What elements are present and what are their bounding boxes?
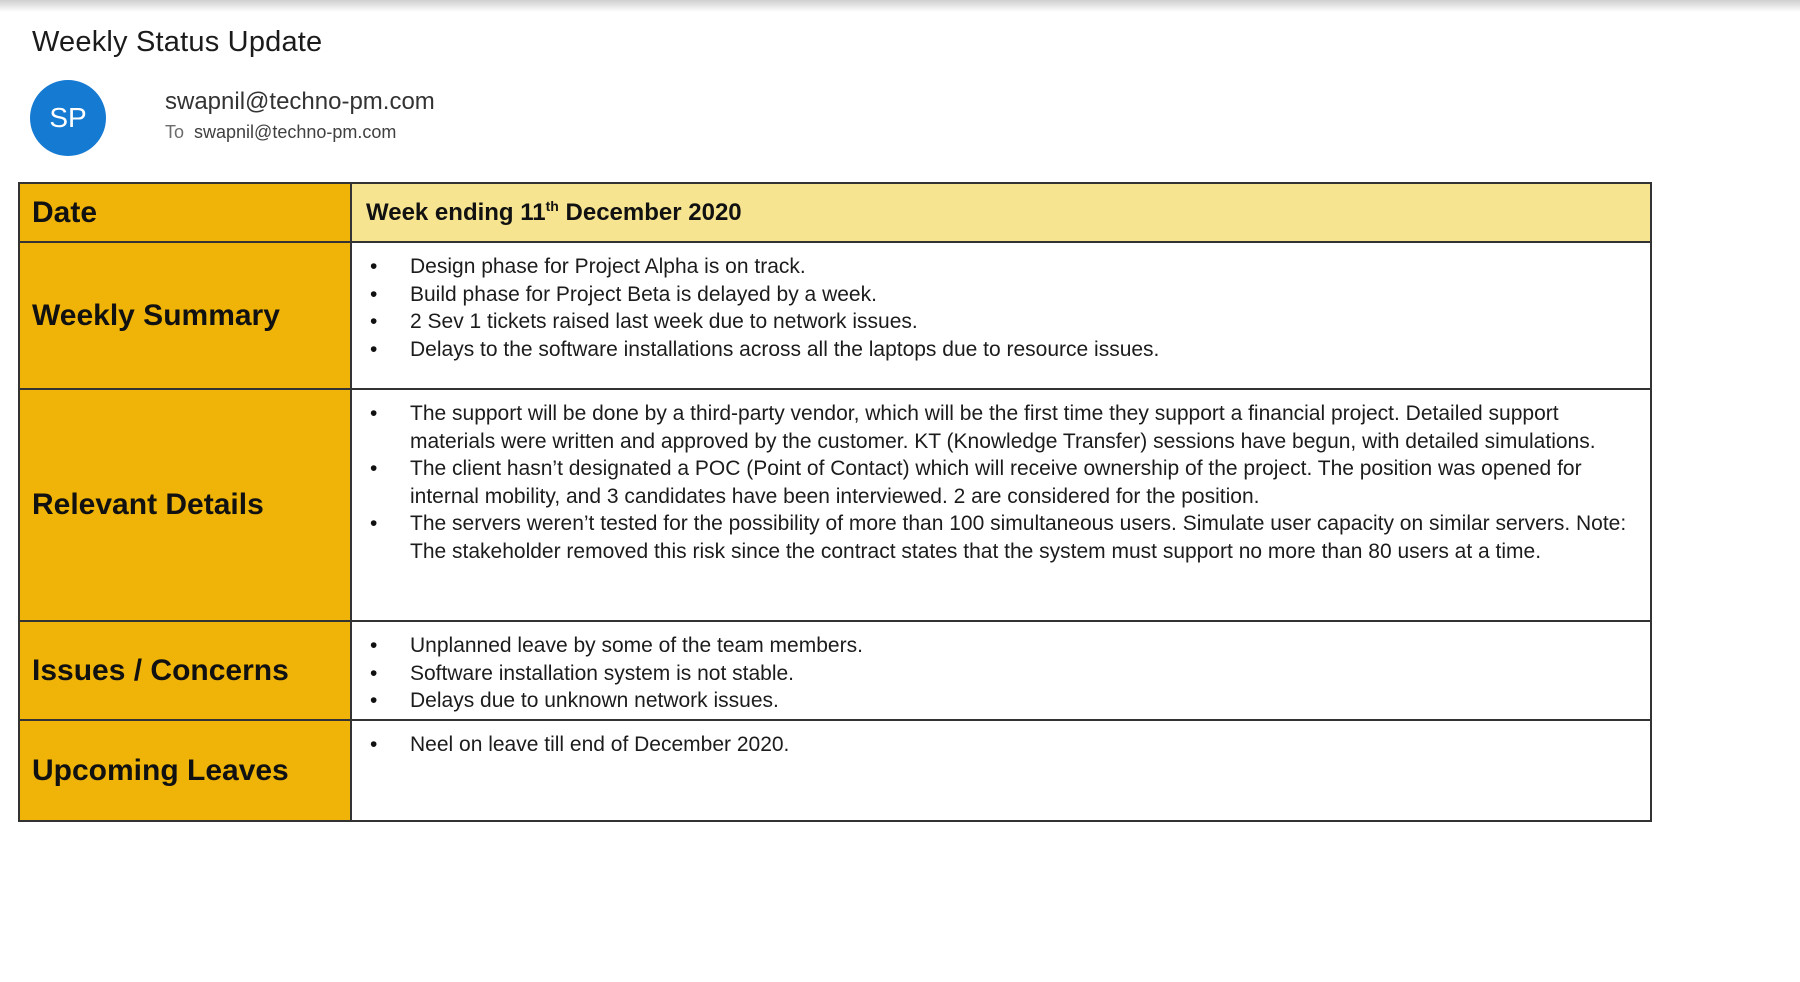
row-header-relevant-details: Relevant Details: [20, 390, 352, 620]
upcoming-leaves-list: [368, 731, 1636, 759]
email-subject-title: Weekly Status Update: [32, 26, 323, 58]
list-item: • The support will be done by a third-party vendor, which will be the first time they support a financial project. Detailed support materials were written and approved by the customer. KT (Knowledge Transfer) sessions have begun, with detailed simulations.: [368, 400, 1636, 455]
sender-avatar-initials: SP: [49, 102, 87, 133]
issues-concerns-list: [368, 632, 1636, 715]
sender-email[interactable]: swapnil@techno-pm.com: [165, 88, 435, 115]
recipient-line: [165, 122, 435, 143]
list-item: • Build phase for Project Beta is delayed by a week.: [368, 281, 1636, 309]
list-item: • Unplanned leave by some of the team members.: [368, 632, 1636, 660]
weekly-summary-list: [368, 253, 1636, 363]
row-header-issues-concerns: Issues / Concerns: [20, 622, 352, 719]
relevant-details-list: [368, 400, 1636, 565]
sender-block: [165, 88, 435, 143]
recipient-email[interactable]: swapnil@techno-pm.com: [194, 122, 397, 142]
list-item: • The servers weren’t tested for the possibility of more than 100 simultaneous users. Simulate user capacity on similar servers. Note: The stakeholder removed this risk since the contract states that the system must support no more than 80 users at a time.: [368, 510, 1636, 565]
date-value-text: Week ending 11th December 2020: [366, 197, 742, 226]
list-item: • Delays to the software installations across all the laptops due to resource issues.: [368, 336, 1636, 364]
list-item: • Neel on leave till end of December 2020.: [368, 731, 1636, 759]
list-item: • The client hasn’t designated a POC (Point of Contact) which will receive ownership of the project. The position was opened for internal mobility, and 3 candidates have been interviewed. 2 are considered for the position.: [368, 455, 1636, 510]
row-header-weekly-summary: Weekly Summary: [20, 243, 352, 388]
table-row-weekly-summary: [20, 241, 1650, 388]
top-edge-gradient: [0, 0, 1800, 12]
table-row-upcoming-leaves: [20, 719, 1650, 820]
list-item: • Design phase for Project Alpha is on track.: [368, 253, 1636, 281]
table-row-relevant-details: [20, 388, 1650, 620]
date-superscript: th: [545, 197, 559, 214]
to-label: To: [165, 122, 185, 142]
row-header-date: Date: [20, 184, 352, 241]
list-item: • 2 Sev 1 tickets raised last week due to network issues.: [368, 308, 1636, 336]
list-item: • Software installation system is not stable.: [368, 660, 1636, 688]
table-row-issues-concerns: [20, 620, 1650, 719]
issues-concerns-cell: [352, 622, 1650, 719]
table-row-date: [20, 184, 1650, 241]
date-value-cell: [352, 184, 1650, 241]
row-header-upcoming-leaves: Upcoming Leaves: [20, 721, 352, 820]
status-report-table: [18, 182, 1652, 822]
sender-avatar[interactable]: [30, 80, 106, 156]
weekly-summary-cell: [352, 243, 1650, 388]
upcoming-leaves-cell: [352, 721, 1650, 820]
relevant-details-cell: [352, 390, 1650, 620]
list-item: • Delays due to unknown network issues.: [368, 687, 1636, 715]
